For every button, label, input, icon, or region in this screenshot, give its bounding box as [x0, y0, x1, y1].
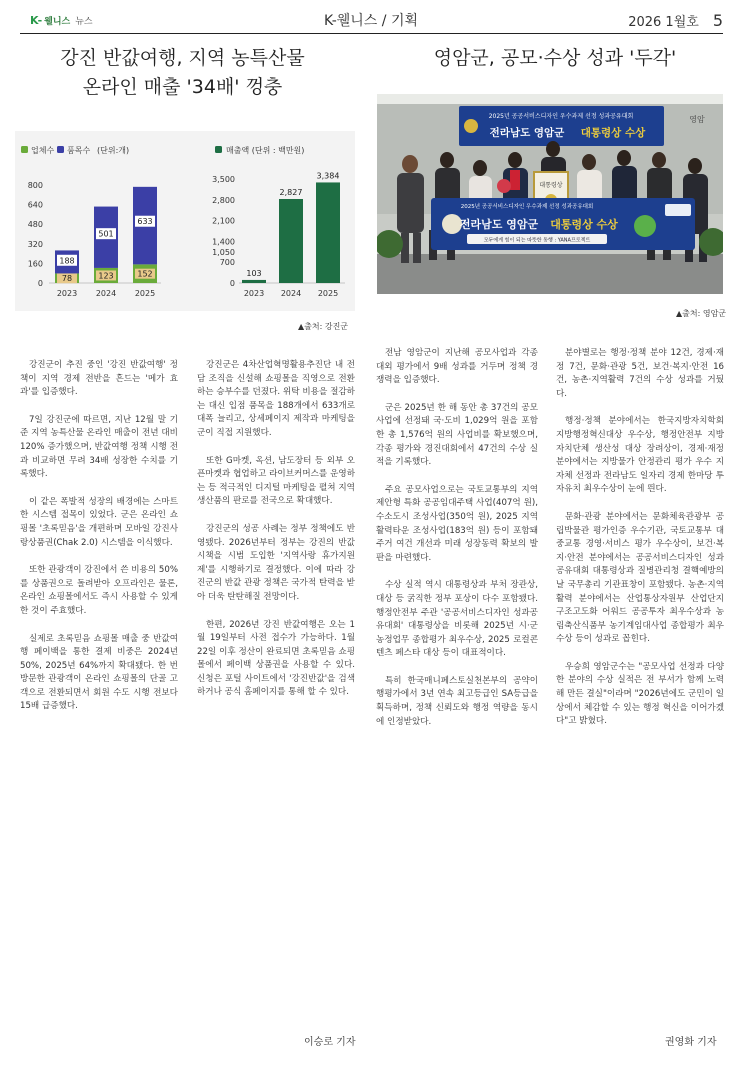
- chart1-ytick: 0: [37, 279, 43, 288]
- logo-mark: K-: [30, 14, 43, 27]
- chart1-ytick: 640: [27, 200, 43, 210]
- legend-label-0: 업체수: [31, 146, 55, 155]
- photo-wall-text: 영암: [689, 115, 705, 124]
- photo-front-banner-a: 전라남도 영암군: [459, 218, 539, 231]
- chart2-data-label: 103: [246, 268, 262, 278]
- logo-sub: 뉴스: [75, 17, 93, 27]
- chart1-data-label: 78: [61, 274, 73, 284]
- article1-paragraph: 또한 관광객이 강진에서 쓴 비용의 50%를 상품권으로 돌려받아 오프라인은 물론, 온라인 쇼핑몰에서도 즉시 사용할 수 있게 한 것이 주효했다.: [20, 565, 178, 616]
- article1-paragraph: 실제로 초록믿음 쇼핑몰 매출 중 반값여행 페이백을 통한 결제 비중은 2024년 50%, 2025년 64%까지 확대됐다. 한 번 방문한 관광객이 온라인 쇼핑몰의 단골 고객으로 전환되면서 회원 수도 시행 전보다 15배 급증했다.: [20, 633, 178, 712]
- chart2-bar-2: [316, 182, 340, 283]
- chart2-xtick: 2023: [243, 289, 265, 298]
- chart-panel: [15, 131, 355, 311]
- article2-paragraph: 분야별로는 행정·정책 분야 12건, 경제·재정 7건, 문화·관광 5건, 보건·복지·안전 16건, 농촌·지역활력 7건의 수상 성과를 거뒀다.: [556, 348, 724, 399]
- article2-column-2: [556, 347, 724, 743]
- article2-paragraph: 우승희 영암군수는 "공모사업 선정과 다양한 분야의 수상 실적은 전 부서가 함께 노력해 만든 결실"이라며 "2026년에도 군민이 일상에서 체감할 수 있는 행정 혁신을 이어가겠다"고 밝혔다.: [556, 661, 724, 727]
- flower-bouquet-icon: [497, 179, 511, 193]
- chart2-ytick: 2,100: [212, 216, 235, 226]
- chart-revenue: [212, 145, 345, 298]
- article1-paragraph: 강진군은 4차산업혁명활용추진단 내 전담 조직을 신설해 쇼핑몰을 직영으로 전환하는 승부수를 던졌다. 위탁 비용을 절감하는 대신 입점 품목을 188개에서 633개로 대폭 늘리고, 상세페이지 제작과 마케팅을 군이 직접 지원했다.: [197, 360, 355, 438]
- page-header: [0, 0, 743, 34]
- mascot-icon: [634, 215, 656, 237]
- photo-floor: [377, 254, 723, 294]
- article2-reporter: 권영화 기자: [665, 1037, 717, 1048]
- photo-ceiling: [377, 94, 723, 104]
- article1-paragraph: 이 같은 폭발적 성장의 배경에는 스마트한 시스템 접목이 있었다. 군은 온라인 쇼핑몰 '초록믿음'을 개편하며 모바일 강진사랑상품권(Chak 2.0) 시스템을 이식했다.: [20, 496, 178, 548]
- article1-paragraph: 또한 G마켓, 옥션, 남도장터 등 외부 오픈마켓과 협업하고 라이브커머스를 운영하는 등 적극적인 디지털 마케팅을 펼쳐 지역 생산품의 판로를 전국으로 확대했다.: [197, 455, 355, 507]
- photo-top-banner: [459, 106, 664, 146]
- chart2-ytick: 3,500: [212, 175, 235, 184]
- issue-info: [628, 11, 723, 30]
- chart1-data-label: 123: [98, 271, 114, 281]
- article1-column-2: [197, 359, 355, 714]
- issue-date: 2026 1월호: [628, 15, 699, 30]
- chart2-bar-1: [279, 199, 303, 283]
- award-photo-svg: [377, 94, 723, 294]
- chart-source: ▲출처: 강진군: [298, 322, 349, 331]
- chart2-xtick: 2024: [280, 289, 302, 298]
- photo-main-banner-b: 대통령상 수상: [580, 127, 646, 139]
- chart1-data-label: 188: [59, 256, 75, 266]
- page-number: 5: [712, 11, 723, 30]
- publication-logo[interactable]: [30, 14, 93, 27]
- award-board-title: 대통령상: [539, 182, 563, 189]
- chart2-ytick: 2,800: [212, 195, 235, 205]
- chart1-data-label: 501: [98, 229, 114, 239]
- chart1-ytick: 480: [27, 220, 43, 230]
- article2-paragraph: 주요 공모사업으로는 국토교통부의 지역제안형 특화 공공임대주택 사업(407억 원), 수소도시 조성사업(350억 원), 2025 지역활력타운 조성사업(183억 원) 등이 포함돼 주거 여건 개선과 미래 성장동력 확보의 발판을 마련했다.: [376, 484, 538, 563]
- legend-swatch-1: [57, 146, 64, 153]
- chart1-xtick: 2023: [56, 289, 78, 298]
- chart1-xtick: 2025: [134, 289, 156, 298]
- article2-paragraph: 전남 영암군이 지난해 공모사업과 각종 대외 평가에서 9배 성과를 거두며 정책 경쟁력을 입증했다.: [376, 348, 538, 386]
- photo-front-banner-sub: 모두에게 힘이 되는 따뜻한 동행 : YANA프로젝트: [483, 237, 591, 244]
- chart1-unit: (단위:개): [97, 146, 130, 155]
- photo-top-banner-text: 2025년 공공서비스디자인 우수과제 선정 성과공유대회: [488, 113, 634, 120]
- section-name: K-웰니스 / 기획: [324, 13, 418, 29]
- logo-text: 웰니스: [44, 17, 71, 27]
- chart1-ytick: 320: [27, 239, 43, 249]
- article2-paragraph: 특히 한국매니페스토실천본부의 공약이행평가에서 3년 연속 최고등급인 SA등급을 획득하며, 정책 신뢰도와 행정 역량을 동시에 인정받았다.: [376, 675, 538, 727]
- legend-label-1: 품목수: [67, 146, 91, 155]
- article1-paragraph: 강진군의 성공 사례는 정부 정책에도 반영됐다. 2026년부터 정부는 강진의 반값 시책을 시범 도입한 '지역사랑 휴가지원제'를 시행하기로 결정했다. 이에 따라 강진군의 반값 관광 정책은 국가적 탄력을 받아 더욱 탄탄해질 전망이다.: [197, 523, 355, 602]
- chart1-xtick: 2024: [95, 289, 117, 298]
- chart1-data-label: 633: [137, 217, 153, 227]
- chart1-ytick: 160: [27, 259, 43, 269]
- article1-paragraph: 한편, 2026년 강진 반값여행은 오는 1월 19일부터 사전 접수가 가능하다. 1월 22일 이후 정산이 완료되면 초록믿음 쇼핑몰에서 페이백 상품권을 사용할 수 있다. 신청은 포털 사이트에서 '강진반값'을 검색하거나 공식 홈페이지를 통해 할 수 있다.: [197, 619, 355, 698]
- photo-main-banner-a: 전라남도 영암군: [489, 127, 565, 139]
- header-divider: [20, 33, 723, 34]
- award-photo: [377, 94, 723, 294]
- award-medal-icon: [464, 119, 478, 133]
- article1-paragraph: 7일 강진군에 따르면, 지난 12월 말 기준 지역 농특산물 온라인 매출이 전년 대비 120% 증가했으며, 반값여행 정책 시행 전과 비교하면 무려 34배 성장한 수치를 기록했다.: [20, 414, 178, 480]
- chart2-ytick: 1,050: [212, 247, 235, 257]
- article1-title-line2: 온라인 매출 '34배' 껑충: [82, 76, 283, 98]
- article1-column-1: [20, 359, 178, 728]
- article1-reporter: 이승로 기자: [304, 1037, 356, 1048]
- article2-paragraph: 수상 실적 역시 대통령상과 부처 장관상, 대상 등 굵직한 정부 포상이 다수 포함됐다. 행정안전부 주관 '공공서비스디자인 성과공유대회' 대통령상을 비롯해 2025년 시·군 농정업무 종합평가 최우수상, 2025 로컬콘텐츠 페스타 대상 등이 대표적이다.: [376, 580, 538, 659]
- article1-paragraph: 강진군이 추진 중인 '강진 반값여행' 정책이 지역 경제 전반을 흔드는 '메가 효과'를 입증했다.: [20, 360, 178, 398]
- article2-paragraph: 문화·관광 분야에서는 문화체육관광부 공립박물관 평가인증 우수기관, 국토교통부 대중교통 경영·서비스 평가 우수상이, 보건·복지·안전 분야에서는 공공서비스디자인 성과공유대회 대통령상과 질병관리청 결핵예방의 날 국무총리 기관표창이 포함됐다. 농촌·지역활력 분야에서는 산업통상자원부 산업단지 구조고도화 어워드 공공투자 최우수상과 농림축산식품부 농기계임대사업 종합평가 최우수상 등이 성과로 꼽힌다.: [556, 511, 724, 645]
- chart1-data-label: 152: [137, 269, 153, 279]
- legend-swatch-0: [21, 146, 28, 153]
- chart2-bar-0: [242, 280, 266, 283]
- chart2-ytick: 1,400: [212, 237, 235, 247]
- chart2-ytick: 0: [229, 279, 235, 288]
- article1-title-line1: 강진 반값여행, 지역 농특산물: [60, 47, 305, 69]
- photo-front-banner-b: 대통령상 수상: [550, 218, 618, 231]
- chart-items-counts: [21, 145, 161, 298]
- article2-paragraph: 군은 2025년 한 해 동안 총 37건의 공모사업에 선정돼 국·도비 1,029억 원을 포함한 총 1,576억 원의 사업비를 확보했으며, 각종 평가와 경진대회에서 47건의 수상 실적을 기록했다.: [376, 402, 538, 468]
- chart2-data-label: 3,384: [316, 171, 340, 181]
- photo-front-banner-top: 2025년 공공서비스디자인 우수과제 선정 성과공유대회: [460, 204, 594, 210]
- chart1-ytick: 800: [27, 181, 43, 190]
- photo-source: ▲출처: 영암군: [676, 309, 727, 318]
- front-banner-logo-plate: [665, 204, 691, 216]
- legend-swatch-revenue: [215, 146, 222, 153]
- article2-title: 영암군, 공모·수상 성과 '두각': [433, 47, 677, 69]
- chart2-ytick: 700: [219, 258, 235, 268]
- charts-svg: [15, 131, 355, 311]
- article2-paragraph: 행정·정책 분야에서는 한국지방자치학회 지방행정혁신대상 우수상, 행정안전부 지방자치단체 생산성 대상 장려상이, 경제·재정 분야에서는 지방물가 안정관리 평가 우수 지자체 선정과 전라남도 일자리 경제 한마당 투자유치 최우수상이 눈에 띈다.: [556, 416, 724, 495]
- chart2-xtick: 2025: [317, 289, 339, 298]
- article1-title: [15, 44, 350, 102]
- chart2-data-label: 2,827: [279, 187, 303, 197]
- article2-column-1: [376, 347, 538, 743]
- legend-label-revenue: 매출액 (단위 : 백만원): [226, 146, 305, 155]
